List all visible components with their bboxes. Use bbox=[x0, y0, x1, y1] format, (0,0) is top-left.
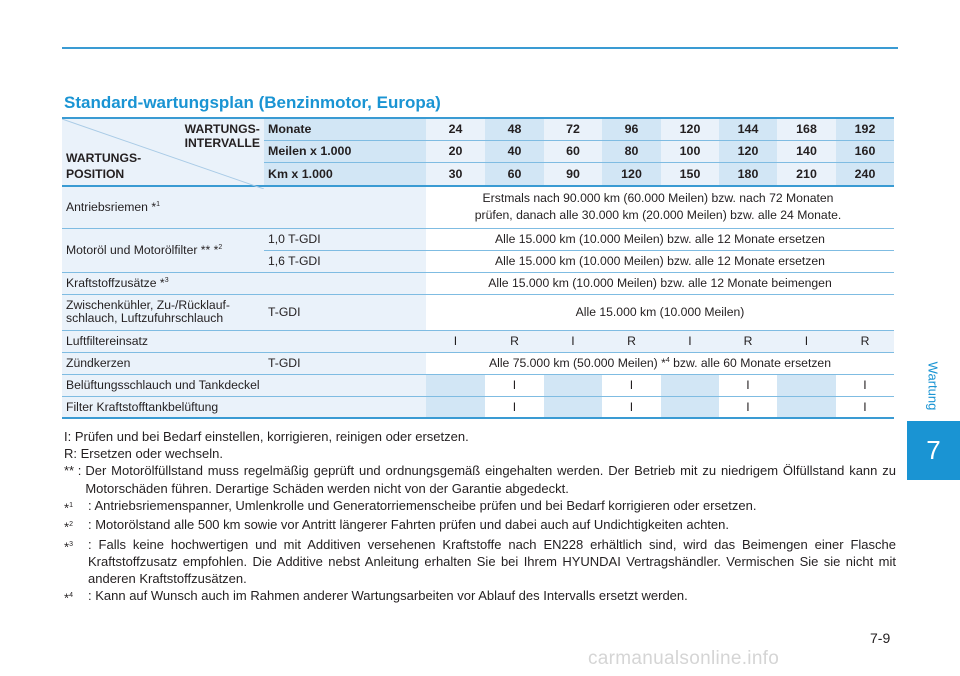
note-double-star: ** : Der Motorölfüllstand muss regelmäßig geprüft und ordnungsgemäß eingehalten werden. Der Betrieb mit zu niedrigem Ölfüllstand kann zu Motorschäden führen. Derartige Schäden werden nicht von der Garantie abgedeckt. bbox=[64, 463, 896, 496]
table-row bbox=[62, 272, 894, 294]
chapter-side-label: Wartung bbox=[925, 361, 941, 411]
interval-cell: I bbox=[661, 330, 719, 352]
item-instruction: Alle 15.000 km (10.000 Meilen) bzw. alle 12 Monate beimengen bbox=[426, 272, 894, 294]
table-row bbox=[62, 374, 894, 396]
interval-cell: I bbox=[485, 374, 544, 396]
interval-cell bbox=[777, 396, 836, 418]
item-instruction: Alle 75.000 km (50.000 Meilen) *$^4$ bzw. alle 60 Monate ersetzen bbox=[426, 352, 894, 374]
engine-variant: 1,0 T-GDI bbox=[264, 228, 426, 250]
table-row bbox=[62, 352, 894, 374]
header-row-months bbox=[62, 118, 894, 140]
header-value: 24 bbox=[426, 118, 485, 140]
interval-cell bbox=[544, 396, 602, 418]
interval-cell: I bbox=[602, 374, 661, 396]
interval-cell bbox=[544, 374, 602, 396]
interval-cell bbox=[426, 396, 485, 418]
item-label: Zündkerzen bbox=[62, 352, 264, 374]
interval-cell: I bbox=[485, 396, 544, 418]
item-label: Filter Kraftstofftankbelüftung bbox=[62, 396, 426, 418]
header-corner bbox=[62, 118, 264, 186]
table-row bbox=[62, 330, 894, 352]
note-3: *$^3$ : Falls keine hochwertigen und mit Additiven versehenen Kraftstoffe nach EN228 erhältlich sind, wird das Beimengen einer Flasche Kraftstoffzusatz empfohlen. Die Additive nebst Anleitung erhalten Sie bei Ihrem HYUNDAI Vertragshändler. Vermischen Sie sie nicht mit anderen Kraftstoffzusätzen. bbox=[64, 536, 896, 587]
page-title: Standard-wartungsplan (Benzinmotor, Europa) bbox=[64, 93, 441, 112]
header-value: 100 bbox=[661, 140, 719, 162]
note-1: *$^1$ : Antriebsriemenspanner, Umlenkrolle und Generatorriemenscheibe prüfen und bei Bedarf korrigieren oder ersetzen. bbox=[64, 497, 757, 516]
item-instruction: Alle 15.000 km (10.000 Meilen) bbox=[426, 294, 894, 330]
item-instruction: Alle 15.000 km (10.000 Meilen) bzw. alle 12 Monate ersetzen bbox=[426, 250, 894, 272]
interval-cell: I bbox=[719, 374, 777, 396]
header-value: 144 bbox=[719, 118, 777, 140]
footnotes bbox=[64, 428, 896, 607]
header-value: 48 bbox=[485, 118, 544, 140]
page-number: 7-9 bbox=[870, 630, 891, 646]
interval-cell bbox=[777, 374, 836, 396]
header-value: 40 bbox=[485, 140, 544, 162]
note-i: I: Prüfen und bei Bedarf einstellen, korrigieren, reinigen oder ersetzen. bbox=[64, 429, 469, 444]
maintenance-table bbox=[62, 117, 894, 419]
table-row bbox=[62, 186, 894, 228]
position-label: WARTUNGS- POSITION bbox=[66, 151, 142, 181]
header-value: 80 bbox=[602, 140, 661, 162]
interval-cell: I bbox=[719, 396, 777, 418]
table-row bbox=[62, 294, 894, 330]
header-value: 210 bbox=[777, 162, 836, 186]
header-value: 180 bbox=[719, 162, 777, 186]
header-value: 60 bbox=[544, 140, 602, 162]
interval-cell bbox=[661, 374, 719, 396]
item-instruction: Erstmals nach 90.000 km (60.000 Meilen) bzw. nach 72 Monaten prüfen, danach alle 30.000 km (20.000 Meilen) bzw. alle 24 Monate. bbox=[426, 186, 894, 228]
interval-cell: R bbox=[836, 330, 894, 352]
header-value: 90 bbox=[544, 162, 602, 186]
item-label: Kraftstoffzusätze *$^3$ bbox=[62, 272, 426, 294]
header-value: 72 bbox=[544, 118, 602, 140]
interval-cell bbox=[661, 396, 719, 418]
interval-cell bbox=[426, 374, 485, 396]
header-value: 140 bbox=[777, 140, 836, 162]
engine-variant: 1,6 T-GDI bbox=[264, 250, 426, 272]
interval-cell: I bbox=[836, 396, 894, 418]
engine-variant: T-GDI bbox=[264, 294, 426, 330]
chapter-tab[interactable]: 7 bbox=[907, 421, 960, 480]
header-label: Meilen x 1.000 bbox=[264, 140, 426, 162]
interval-cell: I bbox=[426, 330, 485, 352]
header-value: 168 bbox=[777, 118, 836, 140]
interval-cell: R bbox=[602, 330, 661, 352]
engine-variant: T-GDI bbox=[264, 352, 426, 374]
note-2: *$^2$ : Motorölstand alle 500 km sowie vor Antritt längerer Fahrten prüfen und dabei auch auf Undichtigkeiten achten. bbox=[64, 517, 729, 535]
header-value: 120 bbox=[602, 162, 661, 186]
interval-cell: I bbox=[777, 330, 836, 352]
header-value: 120 bbox=[661, 118, 719, 140]
item-label: Motoröl und Motorölfilter ** *$^2$ bbox=[62, 228, 264, 272]
watermark: carmanualsonline.info bbox=[588, 648, 780, 669]
item-label: Antriebsriemen *$^1$ bbox=[62, 186, 426, 228]
interval-cell: R bbox=[719, 330, 777, 352]
header-value: 240 bbox=[836, 162, 894, 186]
note-r: R: Ersetzen oder wechseln. bbox=[64, 446, 223, 462]
item-label: Luftfiltereinsatz bbox=[62, 330, 426, 352]
header-value: 192 bbox=[836, 118, 894, 140]
header-value: 150 bbox=[661, 162, 719, 186]
header-value: 160 bbox=[836, 140, 894, 162]
header-value: 20 bbox=[426, 140, 485, 162]
interval-cell: I bbox=[602, 396, 661, 418]
table-row bbox=[62, 228, 894, 250]
item-label: Belüftungsschlauch und Tankdeckel bbox=[62, 374, 426, 396]
interval-cell: I bbox=[544, 330, 602, 352]
header-value: 60 bbox=[485, 162, 544, 186]
header-value: 30 bbox=[426, 162, 485, 186]
interval-cell: I bbox=[836, 374, 894, 396]
note-4: *$^4$ : Kann auf Wunsch auch im Rahmen anderer Wartungsarbeiten vor Ablauf des Intervalls ersetzt werden. bbox=[64, 588, 688, 606]
interval-cell: R bbox=[485, 330, 544, 352]
header-label: Km x 1.000 bbox=[264, 162, 426, 186]
header-label: Monate bbox=[264, 118, 426, 140]
top-rule bbox=[62, 47, 898, 49]
interval-label: WARTUNGS- INTERVALLE bbox=[184, 122, 260, 150]
header-value: 96 bbox=[602, 118, 661, 140]
item-instruction: Alle 15.000 km (10.000 Meilen) bzw. alle 12 Monate ersetzen bbox=[426, 228, 894, 250]
table-row bbox=[62, 396, 894, 418]
item-label: Zwischenkühler, Zu-/Rücklauf- schlauch, Luftzufuhrschlauch bbox=[62, 294, 264, 330]
header-value: 120 bbox=[719, 140, 777, 162]
